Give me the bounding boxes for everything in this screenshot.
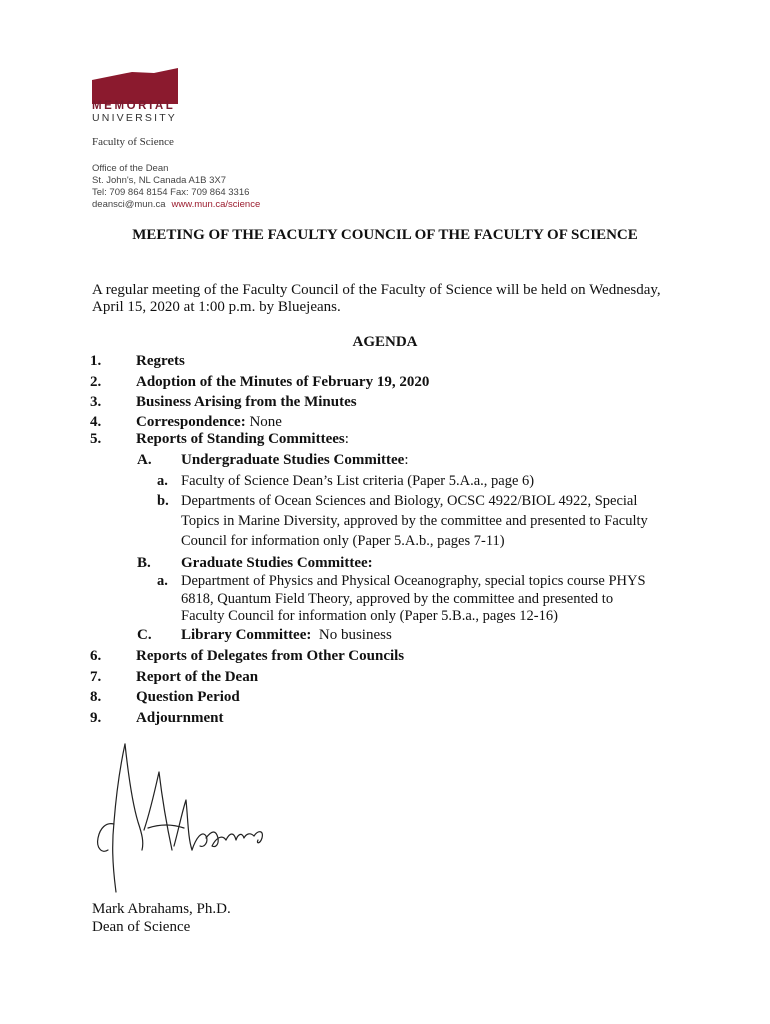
agenda-heading: AGENDA [352, 334, 418, 350]
sub-item-ocsc-line-2: Topics in Marine Diversity, approved by the committee and presented to Faculty [181, 513, 648, 529]
committee-letter: C. [137, 627, 152, 643]
sub-item-phys-line-1: Department of Physics and Physical Oceanography, special topics course PHYS [181, 573, 646, 589]
sub-item-phys-line-3: Faculty Council for information only (Paper 5.B.a., pages 12-16) [181, 608, 558, 624]
sub-item-ocsc-line-1: Departments of Ocean Sciences and Biology, OCSC 4922/BIOL 4922, Special [181, 493, 638, 509]
meeting-title: MEETING OF THE FACULTY COUNCIL OF THE FACULTY OF SCIENCE [132, 227, 638, 243]
agenda-item-dean-report: Report of the Dean [136, 669, 259, 685]
committee-colon: : [404, 452, 409, 468]
signer-title: Dean of Science [92, 919, 191, 935]
logo-wordmark-university: UNIVERSITY [92, 112, 178, 124]
agenda-item-business-arising: Business Arising from the Minutes [136, 394, 357, 410]
agenda-item-minutes: Adoption of the Minutes of February 19, 2020 [136, 374, 430, 390]
sub-item-deans-list: Faculty of Science Dean’s List criteria (Paper 5.A.a., page 6) [181, 473, 535, 489]
agenda-item-label: Correspondence: [136, 414, 246, 430]
office-email: deansci@mun.ca [92, 199, 166, 210]
sub-item-letter: a. [157, 473, 168, 489]
committee-title: Library Committee: [181, 627, 312, 643]
committee-undergraduate-studies [181, 452, 408, 469]
office-phone: Tel: 709 864 8154 Fax: 709 864 3316 [92, 187, 250, 198]
signer-name: Mark Abrahams, Ph.D. [92, 901, 231, 917]
agenda-item-number: 1. [90, 353, 102, 369]
agenda-item-regrets: Regrets [136, 353, 185, 369]
sub-item-phys-line-2: 6818, Quantum Field Theory, approved by the committee and presented to [181, 591, 614, 607]
agenda-item-number: 5. [90, 431, 102, 447]
committee-library [181, 627, 392, 644]
office-line: Office of the Dean [92, 163, 169, 174]
website-link[interactable]: www.mun.ca/science [171, 199, 261, 210]
agenda-item-adjournment: Adjournment [136, 710, 224, 726]
intro-line-1: A regular meeting of the Faculty Council of the Faculty of Science will be held on Wednesday, [92, 282, 661, 298]
agenda-item-number: 6. [90, 648, 102, 664]
agenda-item-detail: None [245, 414, 282, 430]
agenda-item-number: 4. [90, 414, 102, 430]
committee-title: Undergraduate Studies Committee [181, 452, 405, 468]
committee-letter: B. [137, 555, 151, 571]
agenda-item-number: 2. [90, 374, 102, 390]
handwritten-signature [92, 742, 272, 897]
agenda-item-number: 8. [90, 689, 102, 705]
agenda-item-question-period: Question Period [136, 689, 240, 705]
office-contact [92, 199, 260, 210]
agenda-item-delegates: Reports of Delegates from Other Councils [136, 648, 405, 664]
committee-graduate-studies: Graduate Studies Committee: [181, 555, 373, 571]
agenda-item-colon: : [344, 431, 349, 447]
sub-item-letter: b. [157, 493, 169, 509]
agenda-item-number: 3. [90, 394, 102, 410]
intro-line-2: April 15, 2020 at 1:00 p.m. by Bluejeans. [92, 299, 341, 315]
agenda-item-standing-committees [136, 431, 349, 448]
office-address: St. John's, NL Canada A1B 3X7 [92, 175, 227, 186]
committee-letter: A. [137, 452, 152, 468]
committee-detail: No business [311, 627, 392, 643]
sub-item-ocsc-line-3: Council for information only (Paper 5.A.b., pages 7-11) [181, 533, 505, 549]
agenda-item-number: 7. [90, 669, 102, 685]
logo-wordmark-memorial: MEMORIAL [92, 100, 176, 112]
agenda-item-correspondence [136, 414, 282, 431]
agenda-item-label: Reports of Standing Committees [136, 431, 345, 447]
memorial-university-logo [92, 68, 178, 104]
faculty-name: Faculty of Science [92, 136, 174, 148]
agenda-item-number: 9. [90, 710, 102, 726]
sub-item-letter: a. [157, 573, 168, 589]
